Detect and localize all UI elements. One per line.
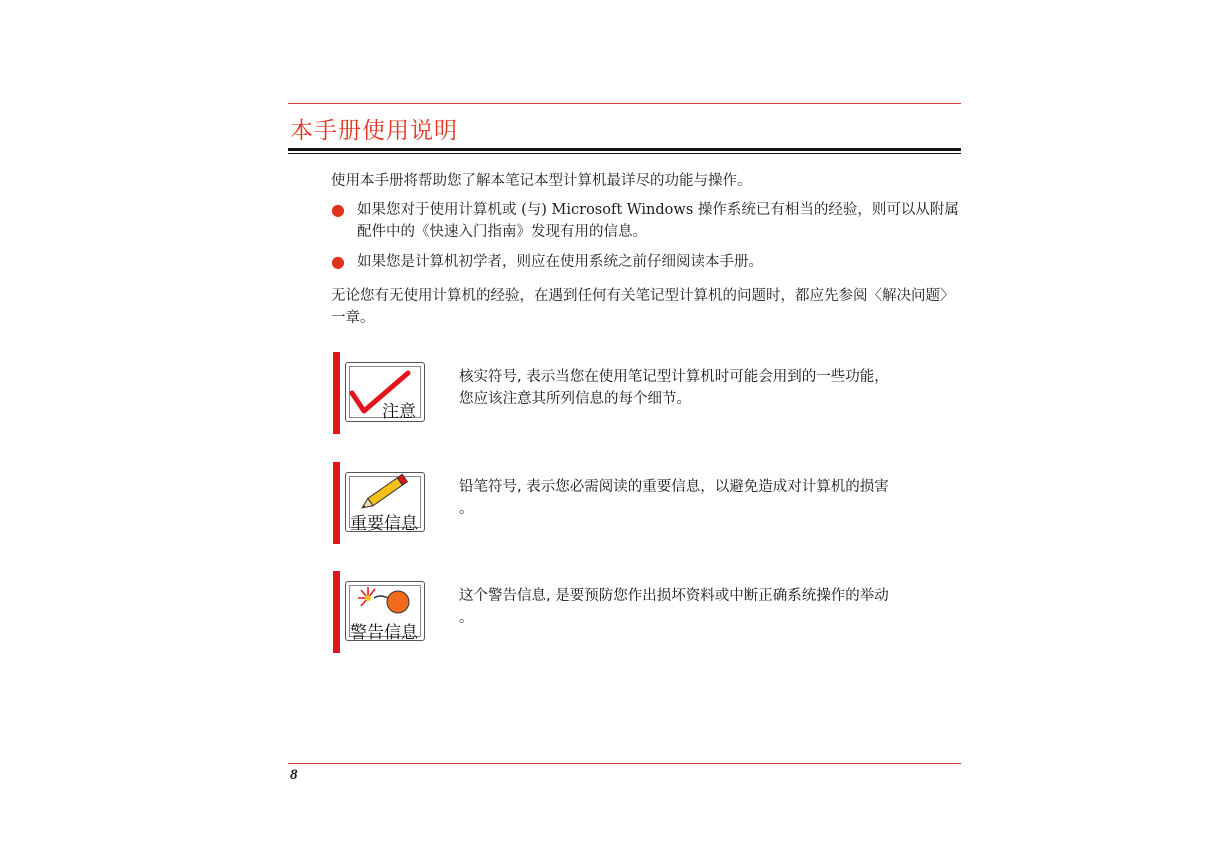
note-text-line: 您应该注意其所列信息的每个细节。 bbox=[459, 391, 691, 407]
note-text-line: 铅笔符号, 表示您必需阅读的重要信息，以避免造成对计算机的损害 bbox=[459, 479, 889, 495]
closing-paragraph: 无论您有无使用计算机的经验，在遇到任何有关笔记型计算机的问题时，都应先参阅〈解决问题〉一章。 bbox=[331, 288, 955, 326]
note-text-line: 核实符号, 表示当您在使用笔记型计算机时可能会用到的一些功能， bbox=[459, 369, 889, 385]
note-row-important bbox=[333, 462, 961, 544]
footer-rule bbox=[288, 763, 961, 764]
note-row-caution bbox=[333, 352, 961, 434]
note-text bbox=[459, 366, 959, 410]
bullet-icon: ● bbox=[331, 252, 345, 271]
list-item bbox=[331, 251, 961, 273]
note-text bbox=[459, 476, 959, 520]
note-text-line: 。 bbox=[459, 610, 474, 626]
intro-paragraph: 使用本手册将帮助您了解本笔记本型计算机最详尽的功能与操作。 bbox=[331, 173, 752, 189]
note-icon-box bbox=[345, 581, 425, 641]
note-accent-bar bbox=[333, 462, 340, 544]
list-item bbox=[331, 199, 961, 245]
bullet-icon: ● bbox=[331, 200, 345, 219]
list-item-text: 如果您是计算机初学者，则应在使用系统之前仔细阅读本手册。 bbox=[357, 254, 763, 270]
note-icon-box bbox=[345, 472, 425, 532]
page-number: 8 bbox=[290, 767, 298, 783]
note-icon-label: 重要信息 bbox=[350, 514, 418, 534]
note-accent-bar bbox=[333, 571, 340, 653]
note-accent-bar bbox=[333, 352, 340, 434]
note-row-warning bbox=[333, 571, 961, 653]
title-underline-thin bbox=[288, 153, 961, 154]
list-item-text: 如果您对于使用计算机或 (与) Microsoft Windows 操作系统已有相当的经验，则可以从附属配件中的《快速入门指南》发现有用的信息。 bbox=[357, 202, 959, 240]
note-icon-label: 警告信息 bbox=[350, 623, 418, 643]
note-text-line: 。 bbox=[459, 501, 474, 517]
note-icon-box bbox=[345, 362, 425, 422]
note-icon-label: 注意 bbox=[382, 402, 416, 422]
page-title: 本手册使用说明 bbox=[290, 118, 458, 144]
title-underline-thick bbox=[288, 148, 961, 151]
note-text bbox=[459, 585, 959, 629]
header-rule bbox=[288, 103, 961, 104]
note-text-line: 这个警告信息, 是要预防您作出损坏资料或中断正确系统操作的举动 bbox=[459, 588, 889, 604]
